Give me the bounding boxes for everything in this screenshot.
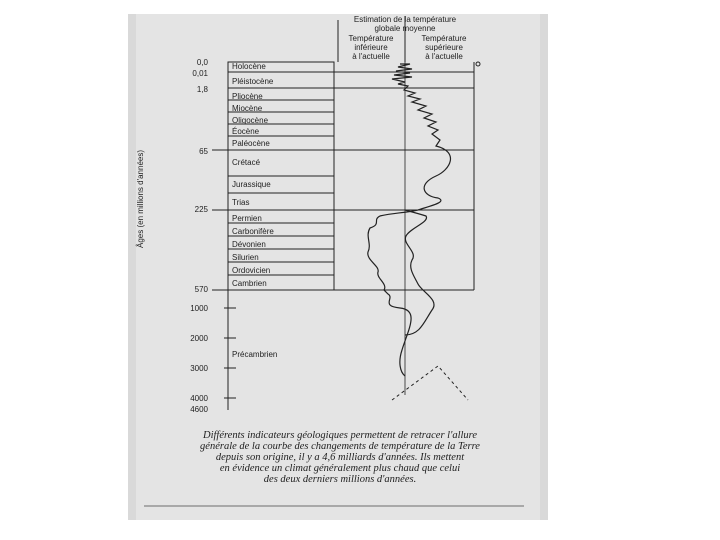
age-label: 4000 bbox=[190, 394, 208, 403]
era-label: Holocène bbox=[232, 62, 266, 71]
era-label: Précambrien bbox=[232, 350, 278, 359]
era-label: Ordovicien bbox=[232, 266, 271, 275]
age-label: 0,0 bbox=[196, 58, 208, 67]
era-label: Carbonifère bbox=[232, 227, 274, 236]
caption-line: Différents indicateurs géologiques permettent de retracer l'allure bbox=[202, 430, 478, 441]
era-label: Crétacé bbox=[232, 158, 261, 167]
header-lower-line3: à l'actuelle bbox=[352, 52, 390, 61]
age-label: 4600 bbox=[190, 405, 208, 414]
caption-line: des deux derniers millions d'années. bbox=[263, 474, 417, 485]
present-marker bbox=[476, 62, 480, 66]
header-upper-line1: Température bbox=[421, 34, 467, 43]
header-lower-line1: Température bbox=[348, 34, 394, 43]
early-estimate-dashed bbox=[392, 366, 468, 400]
age-label: 2000 bbox=[190, 334, 208, 343]
header-lower-line2: inférieure bbox=[354, 43, 388, 52]
era-label: Cambrien bbox=[232, 279, 267, 288]
header-upper-line3: à l'actuelle bbox=[425, 52, 463, 61]
era-label: Trias bbox=[232, 198, 250, 207]
temperature-curve bbox=[368, 64, 451, 376]
era-label: Dévonien bbox=[232, 240, 266, 249]
era-label: Pliocène bbox=[232, 92, 263, 101]
era-label: Pléistocène bbox=[232, 77, 274, 86]
era-label: Permien bbox=[232, 214, 262, 223]
age-label: 3000 bbox=[190, 364, 208, 373]
age-label: 0,01 bbox=[192, 69, 208, 78]
era-label: Miocène bbox=[232, 104, 263, 113]
era-label: Paléocène bbox=[232, 139, 270, 148]
caption-line: générale de la courbe des changements de température de la Terre bbox=[200, 441, 480, 452]
era-label: Oligocène bbox=[232, 116, 269, 125]
age-label: 1000 bbox=[190, 304, 208, 313]
era-label: Silurien bbox=[232, 253, 259, 262]
era-label: Éocène bbox=[232, 127, 260, 136]
caption-line: en évidence un climat généralement plus chaud que celui bbox=[219, 463, 461, 474]
age-label: 570 bbox=[194, 285, 208, 294]
age-axis-label: Âges (en millions d'années) bbox=[136, 149, 145, 248]
temperature-curve-start bbox=[405, 210, 434, 335]
age-label: 65 bbox=[199, 147, 208, 156]
header-title-line2: globale moyenne bbox=[374, 24, 436, 33]
age-label: 225 bbox=[194, 205, 208, 214]
header-upper-line2: supérieure bbox=[425, 43, 463, 52]
age-label: 1,8 bbox=[196, 85, 208, 94]
era-label: Jurassique bbox=[232, 180, 271, 189]
caption-line: depuis son origine, il y a 4,6 milliards d'années. Ils mettent bbox=[215, 452, 465, 463]
figure-caption bbox=[140, 430, 540, 485]
header-title-line1: Estimation de la température bbox=[353, 15, 457, 24]
